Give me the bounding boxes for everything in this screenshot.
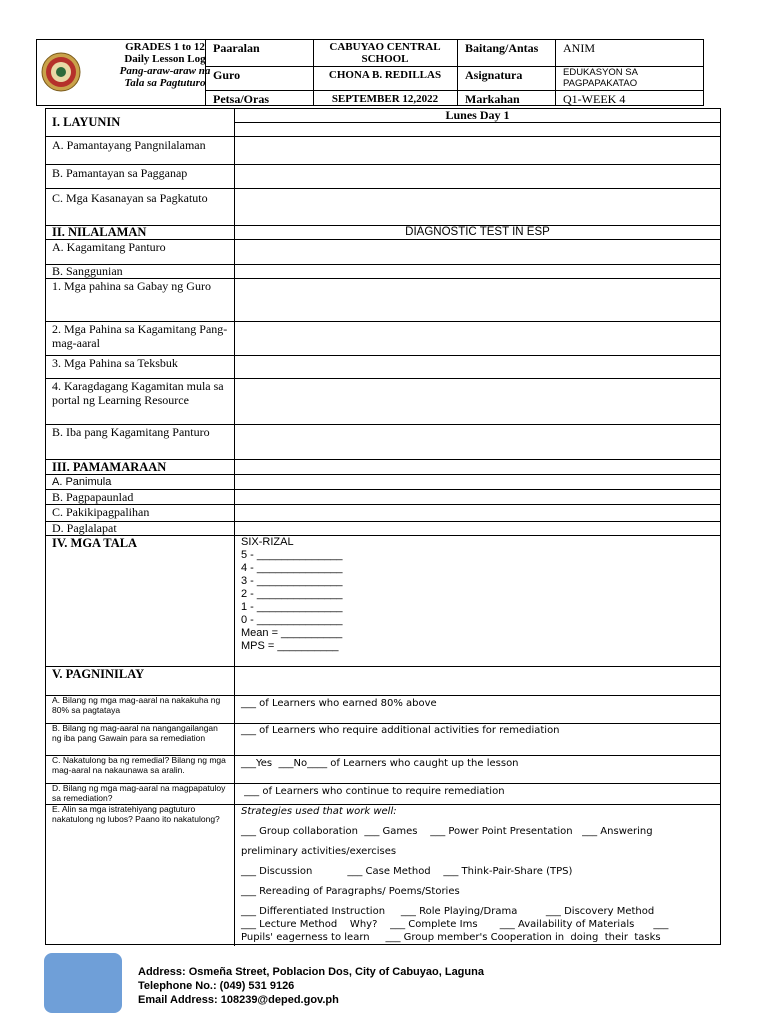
table-row	[46, 264, 720, 278]
table-row	[46, 278, 720, 321]
reflection-value: ___Yes ___No____ of Learners who caught up the lesson	[234, 756, 720, 783]
footer-telephone: Telephone No.: (049) 531 9126	[138, 980, 295, 992]
row-value	[234, 475, 720, 489]
strategy-line: ___ Group collaboration ___ Games ___ Power Point Presentation ___ Answering	[241, 826, 653, 837]
mps-line: MPS = __________	[241, 640, 339, 652]
row-label: E. Alin sa mga istratehiyang pagtuturo nakatulong ng lubos? Paano ito nakatulong?	[52, 804, 220, 824]
strategies-title: Strategies used that work well:	[241, 806, 397, 817]
guro-label: Guro	[213, 68, 241, 82]
row-label: D. Bilang ng mga mag-aaral na magpapatuloy sa remediation?	[52, 783, 226, 803]
tally-line: 4 - ______________	[241, 562, 343, 574]
row-label: 1. Mga pahina sa Gabay ng Guro	[52, 279, 211, 293]
footer-email: Email Address: 108239@deped.gov.ph	[138, 994, 339, 1006]
strategy-line: preliminary activities/exercises	[241, 846, 397, 857]
row-label: 4. Karagdagang Kagamitan mula sa portal ng Learning Resource	[52, 379, 224, 407]
table-row	[46, 188, 720, 225]
row-value	[234, 505, 720, 521]
table-row	[46, 755, 720, 783]
baitang-label: Baitang/Antas	[465, 41, 539, 55]
table-row	[46, 225, 720, 239]
strategy-line: ___ Rereading of Paragraphs/ Poems/Stories	[241, 886, 460, 897]
lesson-log-table	[45, 108, 721, 945]
section-pamamaraan: III. PAMAMARAAN	[52, 460, 167, 474]
row-value	[234, 189, 720, 225]
table-row	[46, 239, 720, 264]
tally-line: 2 - ______________	[241, 588, 343, 600]
nilalaman-value: DIAGNOSTIC TEST IN ESP	[234, 226, 720, 239]
row-label: 2. Mga Pahina sa Kagamitang Pang-mag-aaral	[52, 322, 228, 350]
markahan-label: Markahan	[465, 92, 520, 106]
table-row	[46, 695, 720, 723]
class-section: SIX-RIZAL	[241, 536, 294, 548]
petsa-value: SEPTEMBER 12,2022	[331, 93, 439, 105]
footer-logo-placeholder	[44, 953, 122, 1013]
section-mga-tala: IV. MGA TALA	[52, 536, 138, 550]
table-row	[46, 136, 720, 164]
table-row	[46, 804, 720, 946]
row-label: 3. Mga Pahina sa Teksbuk	[52, 356, 178, 370]
row-value	[234, 265, 720, 278]
dll-title: GRADES 1 to 12 Daily Lesson Log Pang-araw-araw na Tala sa Pagtuturo	[119, 41, 211, 89]
tally-line: 5 - ______________	[241, 549, 343, 561]
footer-contact	[138, 965, 484, 1007]
markahan-value: Q1-WEEK 4	[563, 92, 626, 106]
row-label: A. Kagamitang Panturo	[52, 240, 166, 254]
row-value	[234, 522, 720, 535]
strategies-cell	[234, 805, 720, 946]
strategy-line: ___ Differentiated Instruction ___ Role Playing/Drama ___ Discovery Method	[241, 906, 655, 917]
row-value	[234, 279, 720, 321]
tally-line: 0 - ______________	[241, 614, 343, 626]
table-row	[46, 489, 720, 504]
paaralan-value: CABUYAO CENTRAL SCHOOL	[329, 41, 441, 65]
row-value	[234, 240, 720, 264]
table-row	[46, 355, 720, 378]
petsa-label: Petsa/Oras	[213, 92, 269, 106]
row-value	[234, 490, 720, 504]
reflection-value: ___ of Learners who earned 80% above	[234, 696, 720, 723]
row-label: B. Pagpapaunlad	[52, 490, 134, 504]
row-value	[234, 356, 720, 378]
section-nilalaman: II. NILALAMAN	[52, 225, 147, 239]
table-row	[46, 109, 720, 136]
table-row	[46, 378, 720, 424]
row-label: A. Pamantayang Pangnilalaman	[52, 138, 206, 152]
row-value	[234, 379, 720, 424]
header-table	[36, 39, 704, 106]
row-value	[234, 322, 720, 355]
tally-line: 3 - ______________	[241, 575, 343, 587]
table-row	[46, 521, 720, 535]
table-row	[46, 164, 720, 188]
strategy-line: Pupils' eagerness to learn ___ Group member's Cooperation in doing their tasks	[241, 932, 661, 943]
row-value	[234, 137, 720, 164]
row-label: B. Iba pang Kagamitang Panturo	[52, 425, 210, 439]
tally-line: 1 - ______________	[241, 601, 343, 613]
row-label: A. Panimula	[52, 476, 112, 488]
footer-address: Address: Osmeña Street, Poblacion Dos, City of Cabuyao, Laguna	[138, 966, 484, 978]
row-label: C. Pakikipagpalihan	[52, 505, 150, 519]
row-label: B. Bilang ng mag-aaral na nangangailangan ng iba pang Gawain para sa remediation	[52, 723, 218, 743]
row-label: C. Nakatulong ba ng remedial? Bilang ng mga mag-aaral na nakaunawa sa aralin.	[52, 755, 226, 775]
table-row	[46, 666, 720, 695]
baitang-value: ANIM	[563, 41, 595, 55]
row-label: A. Bilang ng mga mag-aaral na nakakuha ng 80% sa pagtataya	[52, 695, 221, 715]
guro-value: CHONA B. REDILLAS	[328, 69, 442, 81]
table-row	[46, 535, 720, 666]
paaralan-label: Paaralan	[213, 41, 260, 55]
table-row	[46, 424, 720, 459]
row-value	[234, 460, 720, 474]
row-value	[234, 165, 720, 188]
table-row	[46, 459, 720, 474]
mean-line: Mean = __________	[241, 627, 343, 639]
asignatura-label: Asignatura	[465, 68, 523, 82]
table-row	[46, 723, 720, 755]
row-label: C. Mga Kasanayan sa Pagkatuto	[52, 191, 208, 205]
day-header-cell	[234, 109, 720, 136]
row-label: B. Pamantayan sa Pagganap	[52, 166, 188, 180]
strategy-line: ___ Lecture Method Why? ___ Complete Ims ___ Availability of Materials ___	[241, 919, 669, 930]
tala-cell	[234, 536, 720, 666]
section-pagninilay: V. PAGNINILAY	[52, 667, 145, 681]
section-layunin: I. LAYUNIN	[52, 115, 121, 129]
row-label: D. Paglalapat	[52, 521, 117, 535]
table-row	[46, 783, 720, 804]
deped-seal-logo	[41, 52, 81, 92]
row-value	[234, 667, 720, 695]
table-row	[46, 474, 720, 489]
table-row	[46, 321, 720, 355]
row-label: B. Sanggunian	[52, 264, 123, 278]
day-header: Lunes Day 1	[235, 109, 720, 123]
strategy-line: ___ Discussion ___ Case Method ___ Think-Pair-Share (TPS)	[241, 866, 573, 877]
row-value	[234, 425, 720, 459]
asignatura-value: EDUKASYON SA PAGPAPAKATAO	[563, 67, 638, 89]
reflection-value: ___ of Learners who require additional activities for remediation	[234, 724, 720, 755]
table-row	[46, 504, 720, 521]
reflection-value: ___ of Learners who continue to require remediation	[234, 784, 720, 804]
